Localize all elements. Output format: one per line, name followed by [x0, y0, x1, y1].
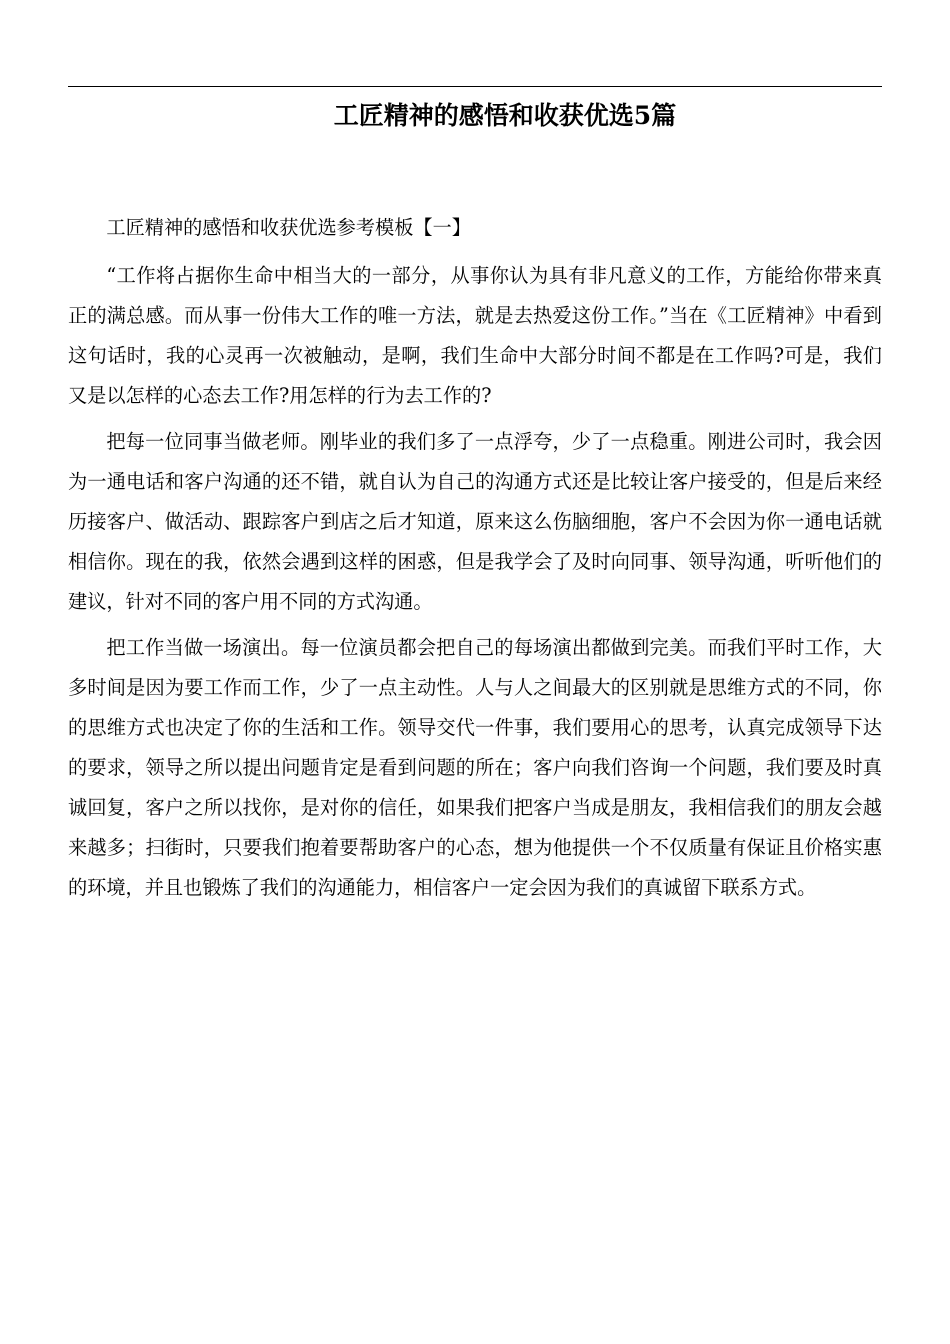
body-paragraph-3: 把工作当做一场演出。每一位演员都会把自己的每场演出都做到完美。而我们平时工作，大多时间是因为要工作而工作，少了一点主动性。人与人之间最大的区别就是思维方式的不同，你的思维方式也决定了你的生活和工作。领导交代一件事，我们要用心的思考，认真完成领导下达的要求，领导之所以提出问题肯定是看到问题的所在；客户向我们咨询一个问题，我们要及时真诚回复，客户之所以找你，是对你的信任，如果我们把客户当成是朋友，我相信我们的朋友会越来越多；扫街时，只要我们抱着要帮助客户的心态，想为他提供一个不仅质量有保证且价格实惠的环境，并且也锻炼了我们的沟通能力，相信客户一定会因为我们的真诚留下联系方式。	[68, 636, 882, 899]
header-rule	[68, 86, 882, 87]
body-paragraph-2: 把每一位同事当做老师。刚毕业的我们多了一点浮夸，少了一点稳重。刚进公司时，我会因为一通电话和客户沟通的还不错，就自认为自己的沟通方式还是比较让客户接受的，但是后来经历接客户、做活动、跟踪客户到店之后才知道，原来这么伤脑细胞，客户不会因为你一通电话就相信你。现在的我，依然会遇到这样的困惑，但是我学会了及时向同事、领导沟通，听听他们的建议，针对不同的客户用不同的方式沟通。	[68, 430, 882, 613]
document-title: 工匠精神的感悟和收获优选5篇	[333, 101, 677, 130]
document-body	[68, 208, 882, 914]
section-heading: 工匠精神的感悟和收获优选参考模板【一】	[106, 216, 471, 239]
body-paragraph-1: “工作将占据你生命中相当大的一部分，从事你认为具有非凡意义的工作，方能给你带来真正的满总感。而从事一份伟大工作的唯一方法，就是去热爱这份工作。”当在《工匠精神》中看到这句话时，我的心灵再一次被触动，是啊，我们生命中大部分时间不都是在工作吗?可是，我们又是以怎样的心态去工作?用怎样的行为去工作的?	[68, 264, 882, 407]
